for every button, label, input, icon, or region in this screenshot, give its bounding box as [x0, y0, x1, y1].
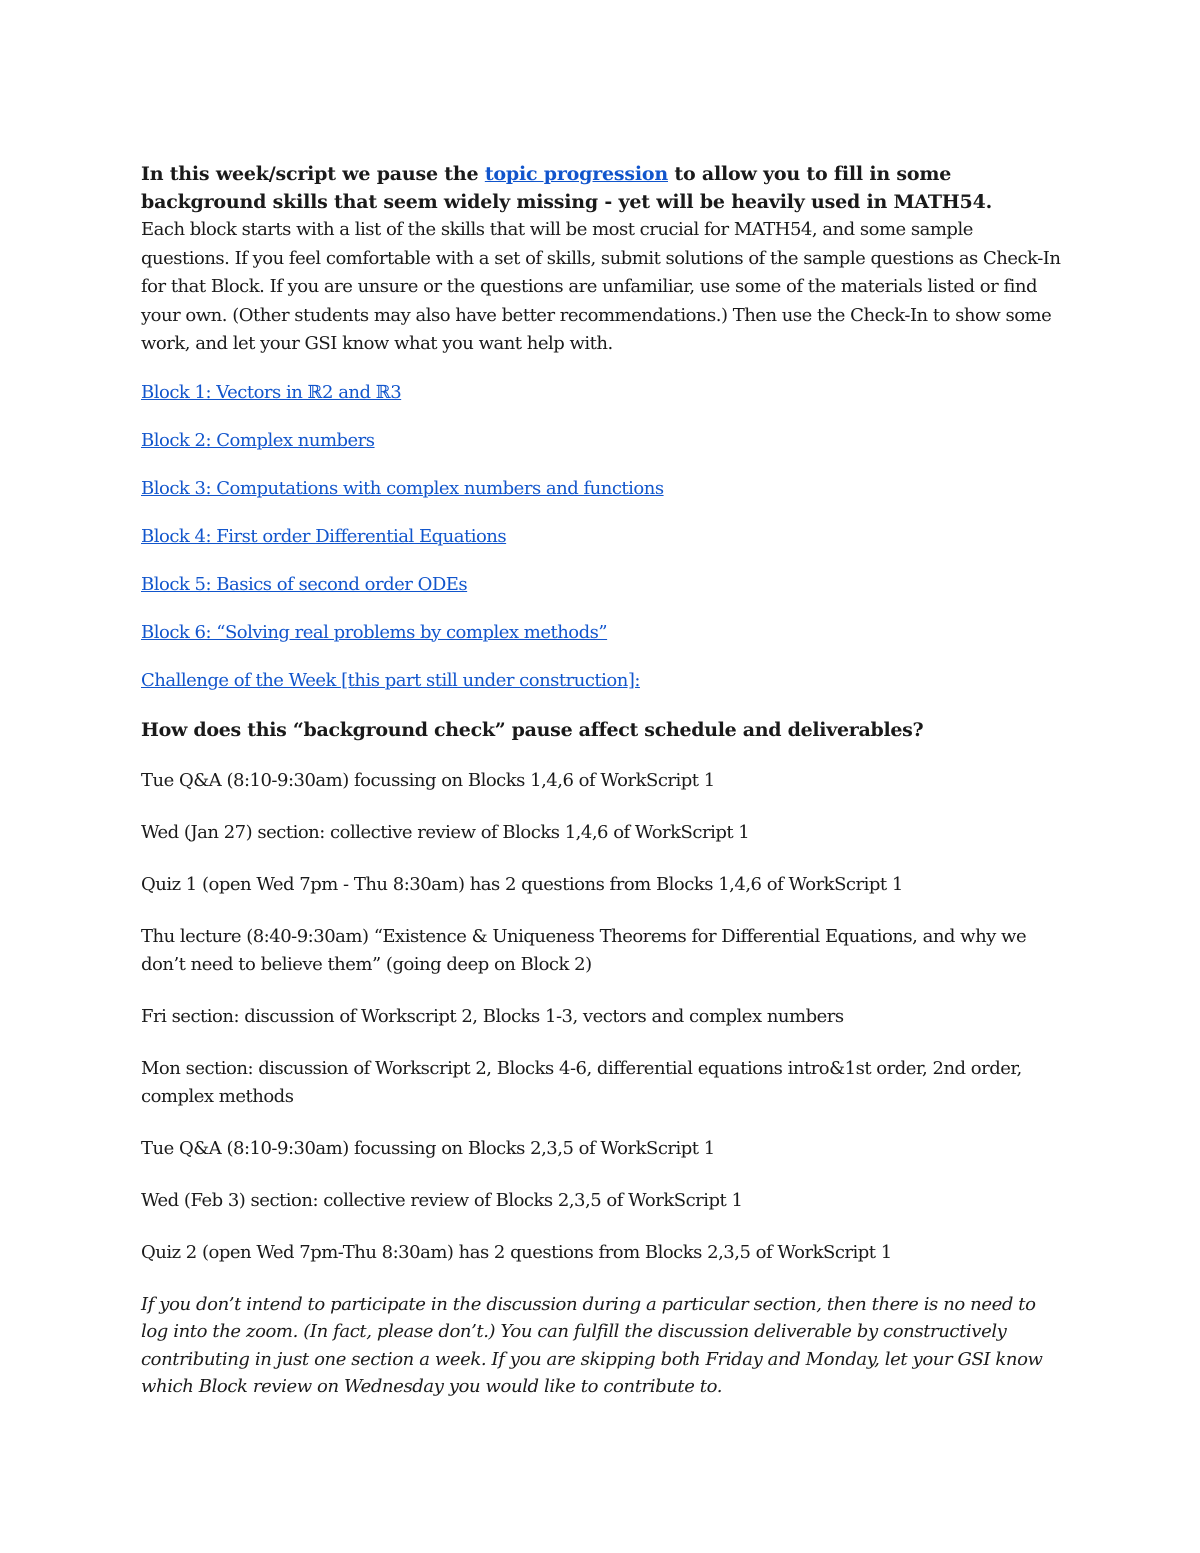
schedule-item: Wed (Jan 27) section: collective review of Blocks 1,4,6 of WorkScript 1 — [141, 821, 750, 843]
intro-heading — [141, 160, 1061, 216]
block-5-link[interactable]: Block 5: Basics of second order ODEs — [141, 573, 468, 595]
intro-bold-prefix: In this week/script we pause the — [141, 163, 485, 185]
schedule-heading: How does this “background check” pause affect schedule and deliverables? — [141, 718, 924, 741]
schedule-item: Quiz 2 (open Wed 7pm-Thu 8:30am) has 2 questions from Blocks 2,3,5 of WorkScript 1 — [141, 1241, 892, 1263]
schedule-item: Wed (Feb 3) section: collective review of Blocks 2,3,5 of WorkScript 1 — [141, 1189, 743, 1211]
schedule-item: Thu lecture (8:40-9:30am) “Existence & Uniqueness Theorems for Differential Equations, and why we don’t need to believe them” (going deep on Block 2) — [141, 925, 1027, 975]
block-2-link[interactable]: Block 2: Complex numbers — [141, 429, 375, 451]
intro-paragraph: Each block starts with a list of the skills that will be most crucial for MATH54, and some sample questions. If you feel comfortable with a set of skills, submit solutions of the sample questions as Check-In for that Block. If you are unsure or the questions are unfamiliar, use some of the materials listed or find your own. (Other students may also have better recommendations.) Then use the Check-In to show some work, and let your GSI know what you want help with. — [141, 219, 1061, 354]
block-6-link[interactable]: Block 6: “Solving real problems by complex methods” — [141, 621, 608, 643]
schedule-item: Quiz 1 (open Wed 7pm - Thu 8:30am) has 2 questions from Blocks 1,4,6 of WorkScript 1 — [141, 873, 903, 895]
challenge-of-the-week-link[interactable]: Challenge of the Week [this part still under construction]: — [141, 669, 640, 691]
block-links-list — [141, 381, 1061, 693]
block-3-link[interactable]: Block 3: Computations with complex numbers and functions — [141, 477, 664, 499]
block-1-link[interactable]: Block 1: Vectors in ℝ2 and ℝ3 — [141, 381, 402, 403]
document-page — [141, 160, 1061, 1401]
block-4-link[interactable]: Block 4: First order Differential Equations — [141, 525, 507, 547]
intro-bold-suffix: to allow you to fill in some background skills that seem widely missing - yet will be heavily used in MATH54. — [141, 163, 993, 213]
schedule-list — [141, 767, 1061, 1267]
topic-progression-link[interactable]: topic progression — [484, 163, 668, 185]
schedule-item: Fri section: discussion of Workscript 2, Blocks 1-3, vectors and complex numbers — [141, 1005, 844, 1027]
schedule-item: Tue Q&A (8:10-9:30am) focussing on Blocks 2,3,5 of WorkScript 1 — [141, 1137, 715, 1159]
schedule-item: Mon section: discussion of Workscript 2, Blocks 4-6, differential equations intro&1st order, 2nd order, complex methods — [141, 1057, 1022, 1107]
participation-note: If you don’t intend to participate in the discussion during a particular section, then there is no need to log into the zoom. (In fact, please don’t.) You can fulfill the discussion deliverable by constructively contributing in just one section a week. If you are skipping both Friday and Monday, let your GSI know which Block review on Wednesday you would like to contribute to. — [141, 1293, 1043, 1397]
schedule-item: Tue Q&A (8:10-9:30am) focussing on Blocks 1,4,6 of WorkScript 1 — [141, 769, 715, 791]
